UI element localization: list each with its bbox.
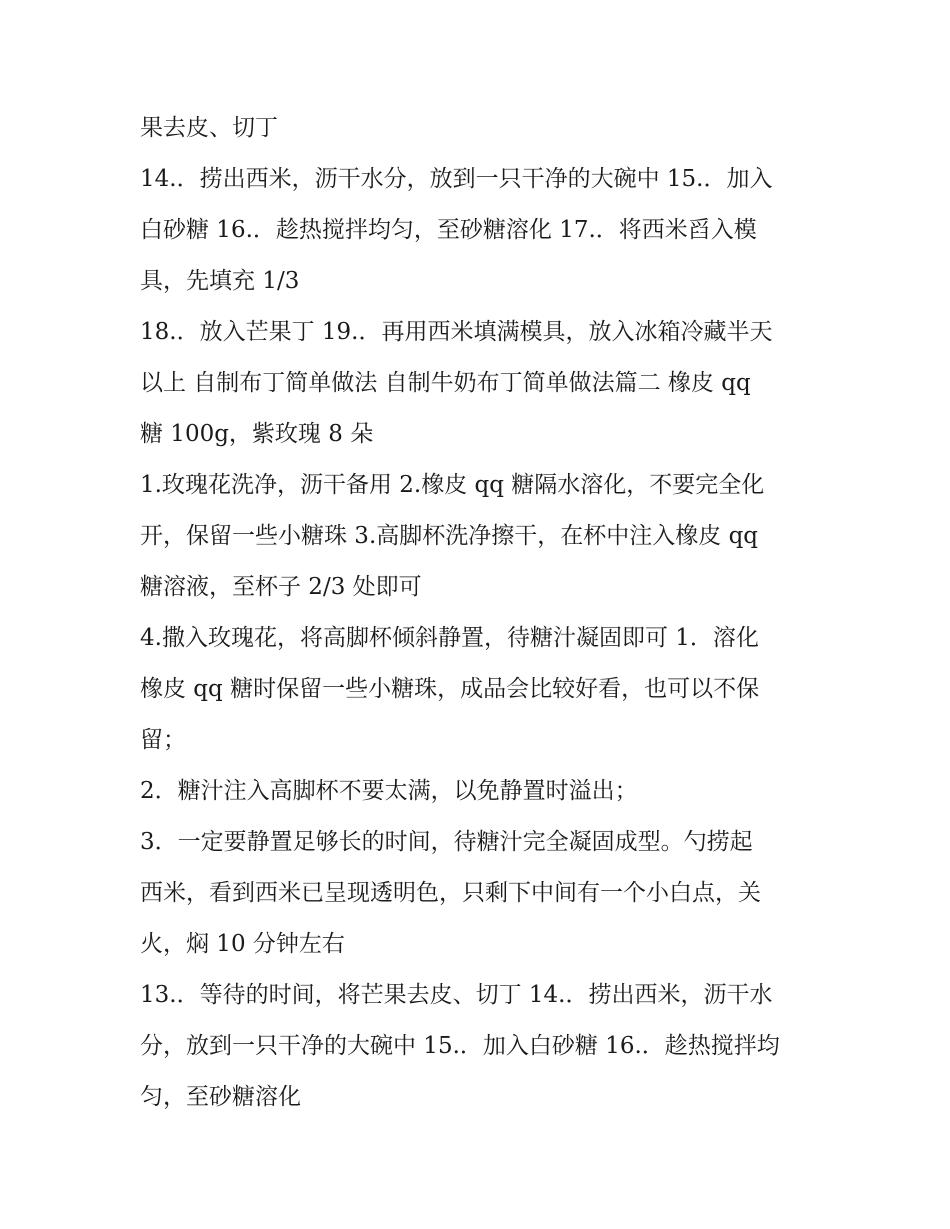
text-line: 匀，至砂糖溶化	[140, 1084, 301, 1110]
text-line: 白砂糖 16.．趁热搅拌均匀，至砂糖溶化 17.．将西米舀入模	[140, 217, 757, 243]
text-line: 4.撒入玫瑰花，将高脚杯倾斜静置，待糖汁凝固即可 1．溶化	[140, 625, 759, 651]
paragraph-3	[140, 307, 820, 460]
text-line: 3．一定要静置足够长的时间，待糖汁完全凝固成型。勺捞起	[140, 829, 753, 855]
text-line: 具，先填充 1/3	[140, 268, 300, 294]
paragraph-1	[140, 103, 820, 154]
text-line: 糖 100g，紫玫瑰 8 朵	[140, 421, 374, 447]
text-line: 火，焖 10 分钟左右	[140, 931, 345, 957]
paragraph-4	[140, 460, 820, 613]
text-line: 2．糖汁注入高脚杯不要太满，以免静置时溢出；	[140, 778, 638, 804]
text-line: 橡皮 qq 糖时保留一些小糖珠，成品会比较好看，也可以不保	[140, 676, 760, 702]
paragraph-2	[140, 154, 820, 307]
text-line: 18.．放入芒果丁 19.．再用西米填满模具，放入冰箱冷藏半天	[140, 319, 773, 345]
text-line: 果去皮、切丁	[140, 115, 278, 141]
text-line: 分，放到一只干净的大碗中 15.．加入白砂糖 16.．趁热搅拌均	[140, 1033, 780, 1059]
paragraph-6	[140, 766, 820, 817]
text-line: 开，保留一些小糖珠 3.高脚杯洗净擦干，在杯中注入橡皮 qq	[140, 523, 759, 549]
paragraph-8	[140, 970, 820, 1123]
document-body	[140, 103, 820, 1123]
text-line: 13.．等待的时间，将芒果去皮、切丁 14.．捞出西米，沥干水	[140, 982, 773, 1008]
text-line: 糖溶液，至杯子 2/3 处即可	[140, 574, 422, 600]
text-line: 1.玫瑰花洗净，沥干备用 2.橡皮 qq 糖隔水溶化，不要完全化	[140, 472, 765, 498]
text-line: 西米，看到西米已呈现透明色，只剩下中间有一个小白点，关	[140, 880, 761, 906]
paragraph-5	[140, 613, 820, 766]
paragraph-7	[140, 817, 820, 970]
text-line: 14.．捞出西米，沥干水分，放到一只干净的大碗中 15.．加入	[140, 166, 773, 192]
text-line: 留；	[140, 727, 186, 753]
text-line: 以上 自制布丁简单做法 自制牛奶布丁简单做法篇二 橡皮 qq	[140, 370, 751, 396]
